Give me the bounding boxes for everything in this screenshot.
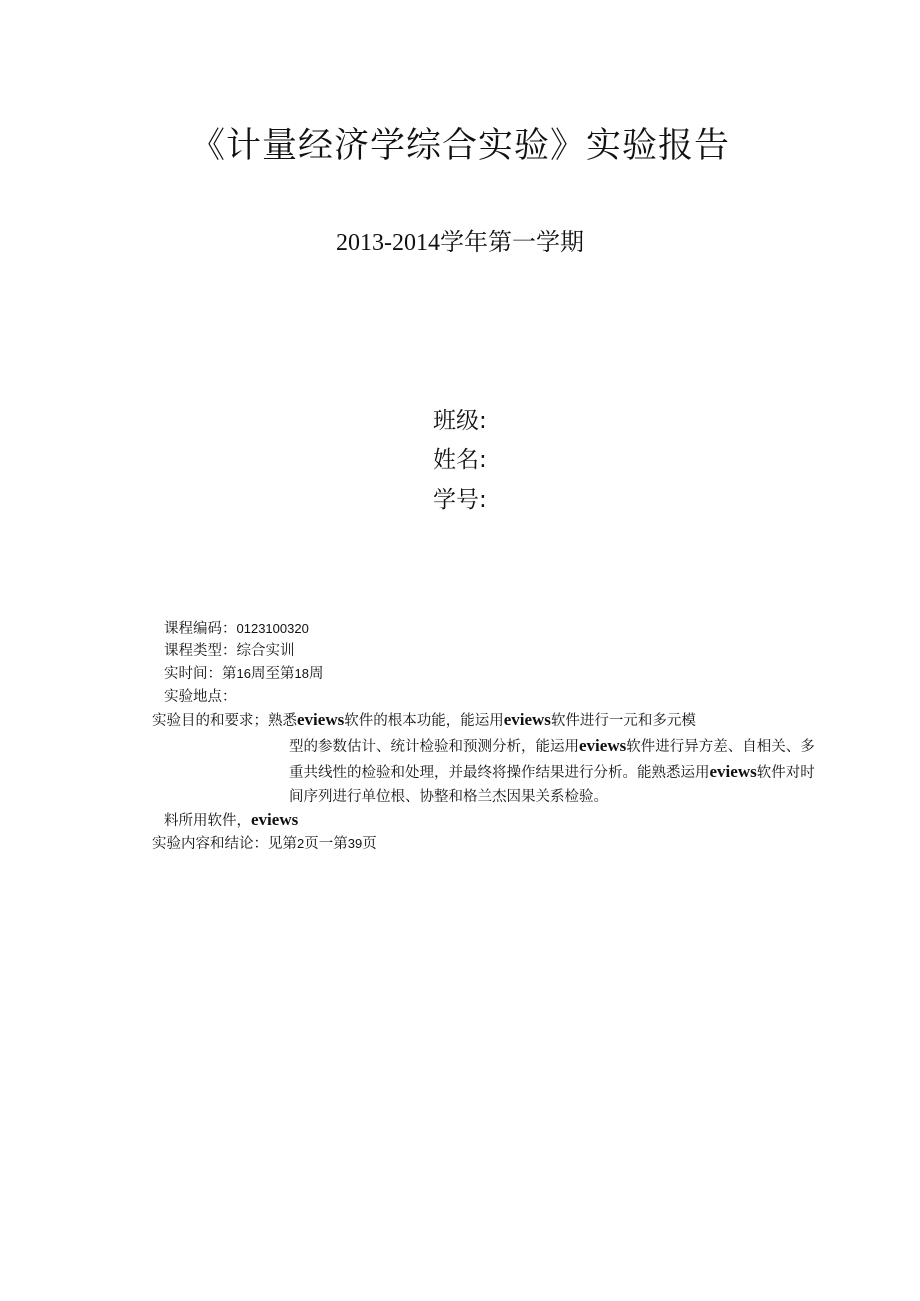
content-page-end: 39	[347, 836, 363, 851]
course-time-text-3: 周	[308, 666, 324, 682]
course-time-line	[164, 665, 323, 683]
purpose-line-1	[152, 711, 696, 730]
content-line	[152, 835, 377, 853]
software-value: eviews	[251, 810, 299, 829]
course-time-label: 实时间：	[164, 666, 222, 682]
semester-line	[0, 222, 920, 257]
term-suffix: 学年第一学期	[440, 228, 584, 256]
purpose-text-1a: 熟悉	[268, 713, 297, 729]
course-time-text-2: 周至第	[250, 666, 295, 682]
course-time-text-1: 第	[222, 666, 237, 682]
course-type-line	[164, 642, 295, 660]
purpose-text-1e: 软件进行一元和多元模	[550, 713, 696, 729]
purpose-software-1: eviews	[297, 710, 345, 729]
purpose-text-3a: 重共线性的检验和处理，并最终将操作结果进行分析。能熟悉运用	[289, 765, 710, 781]
purpose-text-2c: 软件进行异方差、自相关、多	[626, 739, 815, 755]
purpose-text-1c: 软件的根本功能，能运用	[344, 713, 504, 729]
purpose-label: 实验目的和要求；	[152, 713, 268, 729]
purpose-text-2a: 型的参数估计、统计检验和预测分析，能运用	[289, 739, 579, 755]
software-line	[164, 811, 298, 830]
content-label: 实验内容和结论：	[152, 836, 268, 852]
purpose-line-4	[289, 788, 608, 806]
purpose-line-3	[289, 763, 815, 782]
location-line	[164, 688, 237, 706]
purpose-line-2	[289, 737, 815, 756]
course-time-week-start: 16	[236, 666, 251, 681]
content-text-2: 页一第	[304, 836, 348, 852]
report-title: 《计量经济学综合实验》实验报告	[189, 126, 730, 166]
term-year: 2013-2014	[336, 230, 440, 256]
purpose-software-4: eviews	[709, 762, 757, 781]
software-label: 料所用软件，	[164, 813, 251, 829]
content-page-start: 2	[297, 836, 305, 851]
course-type-value: 综合实训	[236, 643, 295, 659]
purpose-text-3c: 软件对时	[756, 765, 815, 781]
name-field-label: 姓名:	[433, 447, 487, 473]
purpose-software-3: eviews	[579, 736, 627, 755]
course-type-label: 课程类型：	[164, 643, 237, 659]
location-label: 实验地点：	[164, 689, 237, 705]
student-id-field-label: 学号:	[433, 487, 487, 513]
purpose-software-2: eviews	[503, 710, 551, 729]
course-time-week-end: 18	[294, 666, 309, 681]
course-code-value: 0123100320	[236, 621, 309, 636]
course-code-label: 课程编码：	[164, 621, 237, 637]
purpose-text-4: 间序列进行单位根、协整和格兰杰因果关系检验。	[289, 789, 608, 805]
content-text-3: 页	[362, 836, 377, 852]
content-text-1: 见第	[268, 836, 297, 852]
course-code-line	[164, 620, 309, 638]
class-field-label: 班级:	[433, 408, 487, 434]
